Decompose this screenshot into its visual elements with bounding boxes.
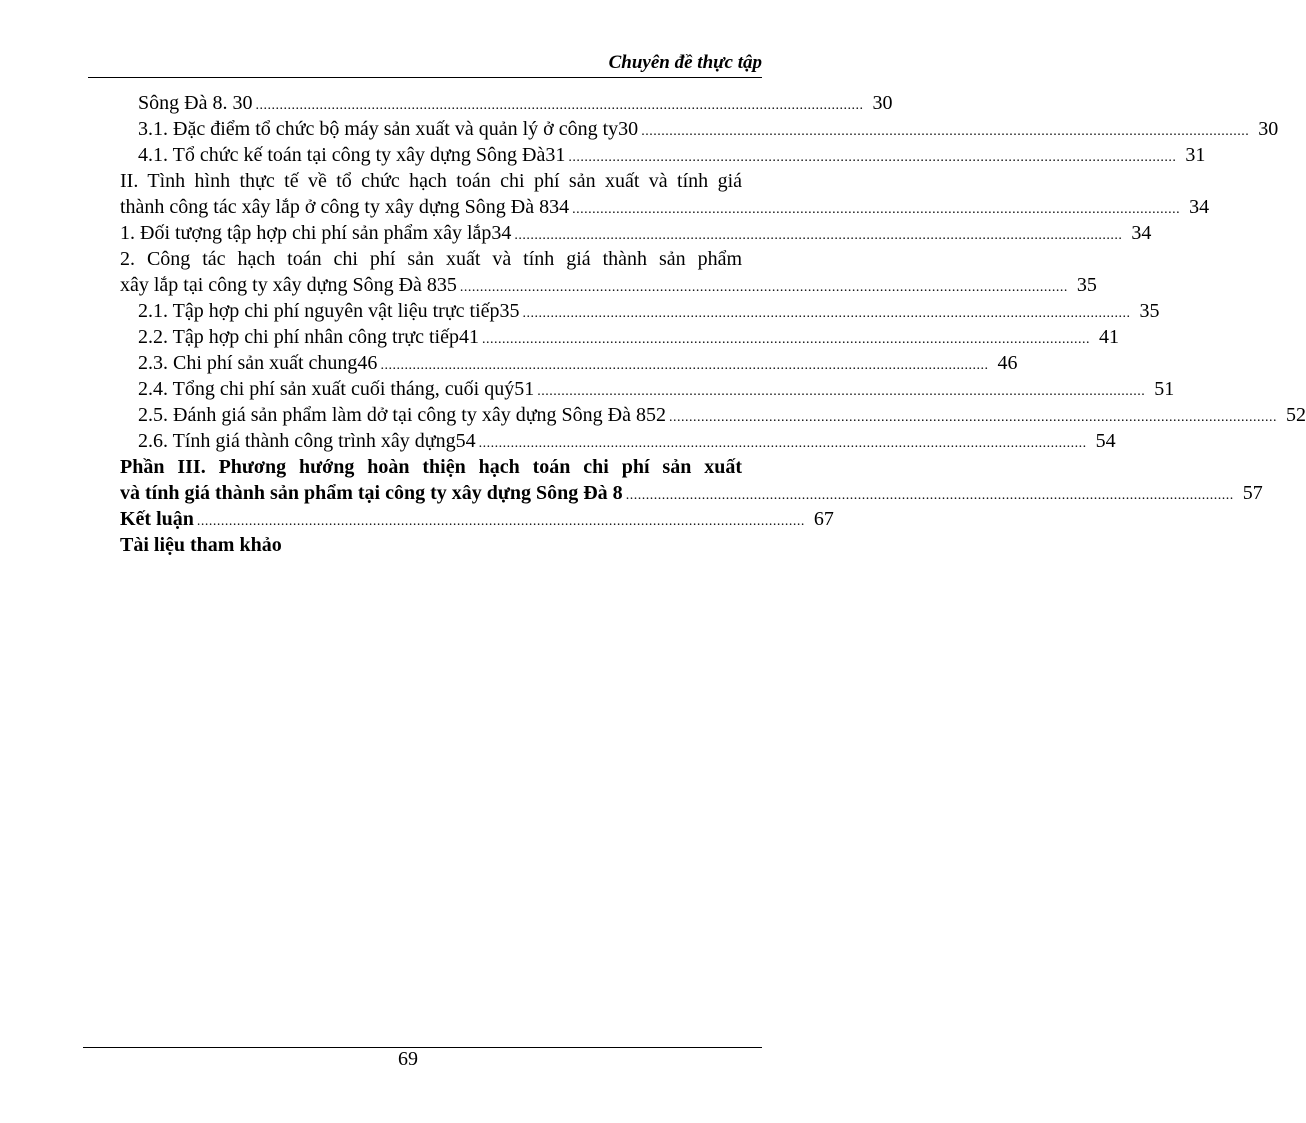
- toc-entry: [120, 506, 834, 532]
- dot-leader: ........................................................................................................................................................: [481, 332, 1090, 347]
- toc-entry-page: 46: [997, 352, 1018, 374]
- toc-entry: [120, 428, 1116, 454]
- toc-entry-text: 2.4. Tổng chi phí sản xuất cuối tháng, cuối quý51: [138, 378, 535, 400]
- toc-entry: [120, 272, 1097, 298]
- toc-entry: [120, 298, 1160, 324]
- dot-leader: ........................................................................................................................................................: [572, 202, 1181, 217]
- toc-entry-page: 52: [1286, 404, 1306, 426]
- dot-leader: ........................................................................................................................................................: [522, 306, 1131, 321]
- toc-entry-page: 51: [1154, 378, 1175, 400]
- toc-entry-text: Tài liệu tham khảo: [120, 534, 282, 556]
- toc-entry: [120, 194, 1210, 220]
- dot-leader: ........................................................................................................................................................: [568, 150, 1177, 165]
- toc-entry-text: 2.6. Tính giá thành công trình xây dựng54: [138, 430, 476, 452]
- toc-entry-page: 57: [1242, 482, 1263, 504]
- toc-entry-page: 34: [1189, 196, 1210, 218]
- toc-entry: [120, 90, 893, 116]
- header-rule: [88, 77, 762, 78]
- toc-entry: [120, 402, 1306, 428]
- dot-leader: ........................................................................................................................................................: [641, 124, 1250, 139]
- toc-entry-text: Kết luận: [120, 508, 194, 530]
- toc-entry-page: 31: [1185, 144, 1206, 166]
- dot-leader: ........................................................................................................................................................: [459, 280, 1068, 295]
- toc-entry-text: 2.3. Chi phí sản xuất chung46: [138, 352, 378, 374]
- toc-entry: [120, 376, 1175, 402]
- dot-leader: ........................................................................................................................................................: [380, 358, 989, 373]
- toc-entry: [120, 324, 1119, 350]
- toc-entry-page: 41: [1098, 326, 1119, 348]
- toc-entry-text: và tính giá thành sản phẩm tại công ty xây dựng Sông Đà 8: [120, 482, 623, 504]
- toc-entry-page: 67: [813, 508, 834, 530]
- toc-entry-line: Phần III. Phương hướng hoàn thiện hạch toán chi phí sản xuất: [120, 456, 742, 478]
- toc-entry-text: xây lắp tại công ty xây dựng Sông Đà 835: [120, 274, 457, 296]
- toc-entry-page: 30: [1258, 118, 1279, 140]
- toc-entry-line: 2. Công tác hạch toán chi phí sản xuất và tính giá thành sản phẩm: [120, 248, 742, 270]
- toc-entry-text: 2.1. Tập hợp chi phí nguyên vật liệu trực tiếp35: [138, 300, 520, 322]
- dot-leader: ........................................................................................................................................................: [255, 98, 864, 113]
- toc-entry: [120, 220, 1152, 246]
- toc-entry-text: 1. Đối tượng tập hợp chi phí sản phẩm xây lắp34: [120, 222, 512, 244]
- running-header-title: Chuyên đề thực tập: [608, 52, 762, 73]
- toc-entry-text: 2.5. Đánh giá sản phẩm làm dở tại công ty xây dựng Sông Đà 852: [138, 404, 666, 426]
- toc-entry-text: Sông Đà 8. 30: [138, 92, 253, 114]
- toc-entry-page: 34: [1131, 222, 1152, 244]
- toc-entry-page: 35: [1139, 300, 1160, 322]
- toc-entry-page: 30: [872, 92, 893, 114]
- dot-leader: ........................................................................................................................................................: [537, 384, 1146, 399]
- dot-leader: ........................................................................................................................................................: [196, 514, 805, 529]
- toc-entry-text: 3.1. Đặc điểm tổ chức bộ máy sản xuất và quản lý ở công ty30: [138, 118, 639, 140]
- dot-leader: ........................................................................................................................................................: [669, 410, 1277, 425]
- dot-leader: ........................................................................................................................................................: [514, 228, 1123, 243]
- toc-entry: [120, 350, 1018, 376]
- toc-entry: [120, 532, 742, 558]
- toc-entry-text: 4.1. Tổ chức kế toán tại công ty xây dựng Sông Đà31: [138, 144, 566, 166]
- toc-entry-text: 2.2. Tập hợp chi phí nhân công trực tiếp41: [138, 326, 479, 348]
- toc-entry-page: 54: [1095, 430, 1116, 452]
- dot-leader: ........................................................................................................................................................: [478, 436, 1087, 451]
- toc-entry-text: thành công tác xây lắp ở công ty xây dựng Sông Đà 834: [120, 196, 570, 218]
- page-number: 69: [398, 1048, 418, 1070]
- toc-entry-page: 35: [1076, 274, 1097, 296]
- toc-entry: [120, 142, 1206, 168]
- table-of-contents: [120, 90, 1306, 558]
- toc-entry-line: II. Tình hình thực tế về tổ chức hạch toán chi phí sản xuất và tính giá: [120, 170, 742, 192]
- toc-entry: [120, 480, 1263, 506]
- dot-leader: ........................................................................................................................................................: [625, 488, 1234, 503]
- toc-entry: [120, 116, 1279, 142]
